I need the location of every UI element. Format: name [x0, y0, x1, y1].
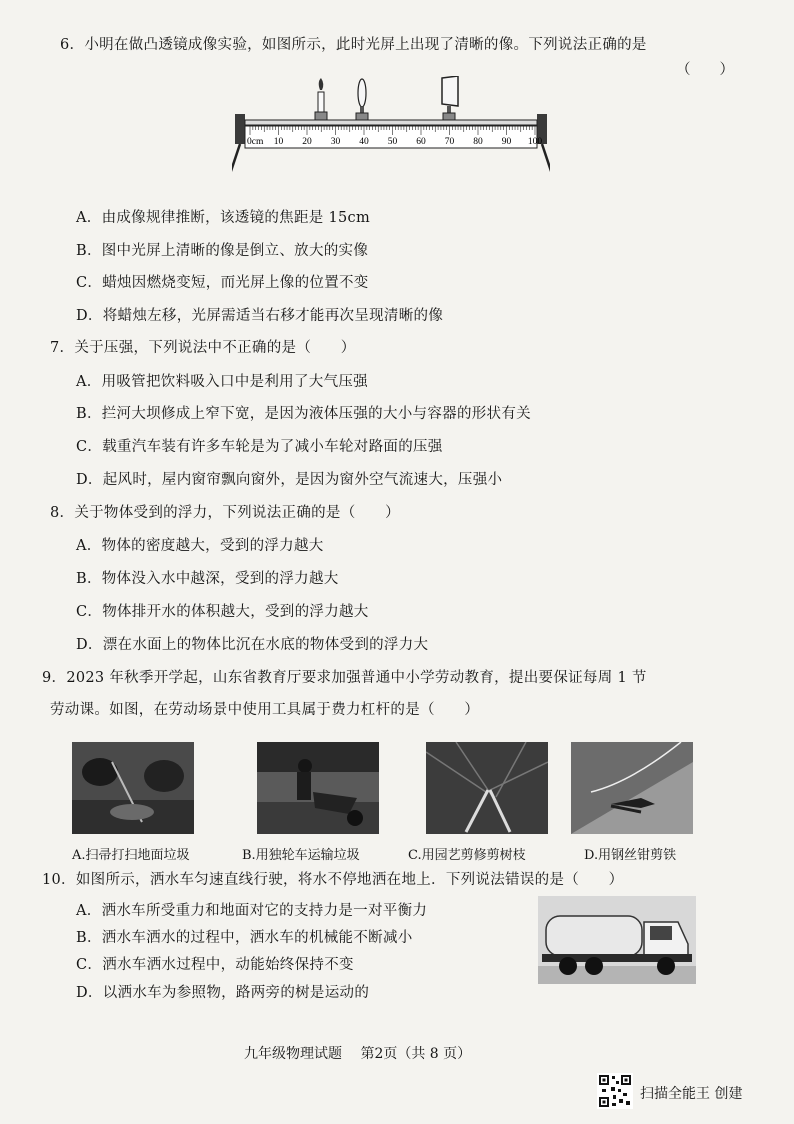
q6-option-d[interactable]: D．将蜡烛左移，光屏需适当右移才能再次呈现清晰的像: [76, 308, 444, 324]
q6-option-b[interactable]: B．图中光屏上清晰的像是倒立、放大的实像: [76, 243, 369, 259]
ruler-label: 100: [527, 137, 543, 147]
q7-stem: 7．关于压强，下列说法中不正确的是（ ）: [50, 340, 356, 356]
ruler-label: 70: [444, 137, 455, 147]
lens-experiment-figure: [232, 76, 550, 176]
pruning-shears-photo: [426, 742, 548, 834]
wheelbarrow-photo: [257, 742, 379, 834]
q10-option-a[interactable]: A．洒水车所受重力和地面对它的支持力是一对平衡力: [76, 903, 428, 919]
q8-option-b[interactable]: B．物体没入水中越深，受到的浮力越大: [76, 571, 339, 587]
page-footer: 九年级物理试题 第2页（共 8 页）: [244, 1046, 472, 1062]
sprinkler-truck-photo: [538, 896, 696, 984]
q6-option-c[interactable]: C．蜡烛因燃烧变短，而光屏上像的位置不变: [76, 275, 369, 291]
q9-stem-line2: 劳动课。如图，在劳动场景中使用工具属于费力杠杆的是（ ）: [50, 702, 480, 718]
q7-option-d[interactable]: D．起风时，屋内窗帘飘向窗外，是因为窗外空气流速大，压强小: [76, 472, 503, 488]
q9-caption-d[interactable]: D.用钢丝钳剪铁: [584, 848, 677, 863]
q8-option-c[interactable]: C．物体排开水的体积越大，受到的浮力越大: [76, 604, 369, 620]
ruler-label: 20: [302, 137, 312, 147]
q9-caption-a[interactable]: A.扫帚打扫地面垃圾: [72, 848, 190, 863]
q6-answer-paren: （ ）: [676, 62, 734, 78]
ruler-label: 80: [473, 137, 483, 147]
ruler-label: 10: [273, 137, 284, 147]
q6-option-a[interactable]: A．由成像规律推断，该透镜的焦距是 15cm: [76, 210, 370, 226]
q10-option-b[interactable]: B．洒水车洒水的过程中，洒水车的机械能不断减小: [76, 930, 413, 946]
ruler-label: 90: [501, 137, 512, 147]
q9-stem-line1: 9．2023 年秋季开学起，山东省教育厅要求加强普通中小学劳动教育，提出要保证每周 1 节: [42, 670, 647, 686]
q7-option-c[interactable]: C．载重汽车装有许多车轮是为了减小车轮对路面的压强: [76, 439, 443, 455]
q7-option-a[interactable]: A．用吸管把饮料吸入口中是利用了大气压强: [76, 374, 368, 390]
ruler-label: 0cm: [247, 137, 264, 147]
qr-code-icon: [597, 1073, 633, 1109]
q10-option-d[interactable]: D．以洒水车为参照物，路两旁的树是运动的: [76, 985, 370, 1001]
candle-icon: [315, 78, 327, 120]
ruler-label: 40: [359, 137, 369, 147]
ruler-label: 60: [416, 137, 426, 147]
q10-stem: 10．如图所示，洒水车匀速直线行驶，将水不停地洒在地上．下列说法错误的是（ ）: [42, 872, 624, 888]
left-stand: [235, 114, 245, 144]
q8-option-a[interactable]: A．物体的密度越大，受到的浮力越大: [76, 538, 324, 554]
q7-option-b[interactable]: B．拦河大坝修成上窄下宽，是因为液体压强的大小与容器的形状有关: [76, 406, 531, 422]
light-screen-icon: [442, 76, 458, 120]
q8-stem: 8．关于物体受到的浮力，下列说法正确的是（ ）: [50, 505, 400, 521]
broom-photo: [72, 742, 194, 834]
q9-caption-c[interactable]: C.用园艺剪修剪树枝: [408, 848, 526, 863]
convex-lens-icon: [356, 79, 368, 120]
q8-option-d[interactable]: D．漂在水面上的物体比沉在水底的物体受到的浮力大: [76, 637, 429, 653]
q10-option-c[interactable]: C．洒水车洒水过程中，动能始终保持不变: [76, 957, 354, 973]
q9-caption-b[interactable]: B.用独轮车运输垃圾: [242, 848, 360, 863]
q6-stem: 6．小明在做凸透镜成像实验，如图所示，此时光屏上出现了清晰的像。下列说法正确的是: [60, 37, 647, 53]
pliers-photo: [571, 742, 693, 834]
ruler-label: 30: [330, 137, 341, 147]
ruler-label: 50: [387, 137, 398, 147]
scanner-watermark: 扫描全能王 创建: [640, 1086, 743, 1102]
